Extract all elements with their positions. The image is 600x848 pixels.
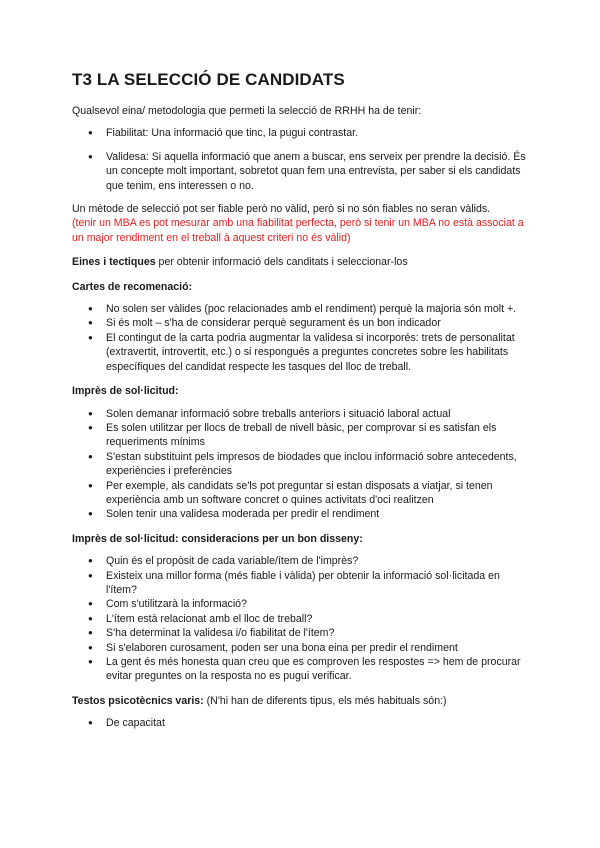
- method-note-example: (tenir un MBA es pot mesurar amb una fiabilitat perfecta, però si tenir un MBA no està associat a un major rendiment en el treball à aquest criteri no és vàlid): [72, 217, 524, 244]
- section-list: [72, 302, 528, 374]
- list-item: ● Si s'elaboren curosament, poden ser una bona eina per predir el rendiment: [72, 641, 528, 655]
- list-item: ● De capacitat: [72, 716, 528, 730]
- list-item: ● La gent és més honesta quan creu que es comproven les respostes => hem de procurar evitar preguntes on la resposta no es pugui verificar.: [72, 655, 528, 684]
- list-item: ● Solen demanar informació sobre treballs anteriors i situació laboral actual: [72, 407, 528, 421]
- section-list: [72, 554, 528, 684]
- section-list: [72, 407, 528, 522]
- list-item: ● El contingut de la carta podria augmentar la validesa si incorporés: trets de personalitat (extravertit, introvertit, etc.) o si respongués a preguntes concretes sobre les habilitats específiques del candidat respecte les tasques del lloc de treball.: [72, 331, 528, 374]
- list-item: ● Per exemple, als candidats se'ls pot preguntar si estan disposats a viatjar, si tenen experiència amb un software concret o quines activitats d'oci realitzen: [72, 479, 528, 508]
- page-title: T3 LA SELECCIÓ DE CANDIDATS: [72, 70, 345, 89]
- tools-text: per obtenir informació dels canditats i seleccionar-los: [155, 256, 408, 269]
- intro-paragraph: Qualsevol eina/ metodologia que permeti la selecció de RRHH ha de tenir:: [72, 105, 422, 117]
- method-note: [72, 202, 528, 245]
- list-item: ● Com s'utilitzarà la informació?: [72, 597, 528, 611]
- list-item: ● Quin és el propòsit de cada variable/ítem de l'imprès?: [72, 554, 528, 568]
- list-item: ● Es solen utilitzar per llocs de treball de nivell bàsic, per comprovar si es satisfan els requeriments mínims: [72, 421, 528, 450]
- list-item: ● L'ítem està relacionat amb el lloc de treball?: [72, 612, 528, 626]
- tests-paragraph: [72, 694, 528, 708]
- list-item: ● Solen tenir una validesa moderada per predir el rendiment: [72, 507, 528, 521]
- list-item: ● Fiabilitat: Una informació que tinc, la pugui contrastar.: [72, 126, 528, 140]
- list-item: ● S'ha determinat la validesa i/o fiabilitat de l'ítem?: [72, 626, 528, 640]
- intro-list: [72, 126, 528, 193]
- tools-heading: Eines i tectiques: [72, 256, 156, 269]
- list-item: ● No solen ser vàlides (poc relacionades amb el rendiment) perquè la majoria són molt +.: [72, 302, 528, 316]
- tools-paragraph: [72, 255, 528, 269]
- method-note-text: Un mètode de selecció pot ser fiable però no vàlid, però si no són fiables no seran vàlids.: [72, 203, 491, 216]
- list-item: ● Validesa: Si aquella informació que anem a buscar, ens serveix per prendre la decisió. És un concepte molt important, sobretot quan fem una entrevista, per saber si els candidats que tenim, ens interessen o no.: [72, 150, 528, 193]
- document-page: [72, 70, 528, 731]
- section-heading: Imprès de sol·licitud: consideracions per un bon disseny:: [72, 532, 363, 545]
- tests-text: (N'hi han de diferents tipus, els més habituals són:): [203, 694, 447, 707]
- section-heading: Cartes de recomenació:: [72, 280, 193, 293]
- list-item: ● Existeix una millor forma (més fiable i vàlida) per obtenir la informació sol·licitada en l'ítem?: [72, 569, 528, 598]
- list-item: ● S'estan substituint pels impresos de biodades que inclou informació sobre antecedents, experiències i preferències: [72, 450, 528, 479]
- tests-list: [72, 716, 528, 730]
- section-heading: Imprès de sol·licitud:: [72, 385, 179, 398]
- tests-heading: Testos psicotècnics varis:: [72, 694, 204, 707]
- list-item: ● Si és molt – s'ha de considerar perquè segurament és un bon indicador: [72, 316, 528, 330]
